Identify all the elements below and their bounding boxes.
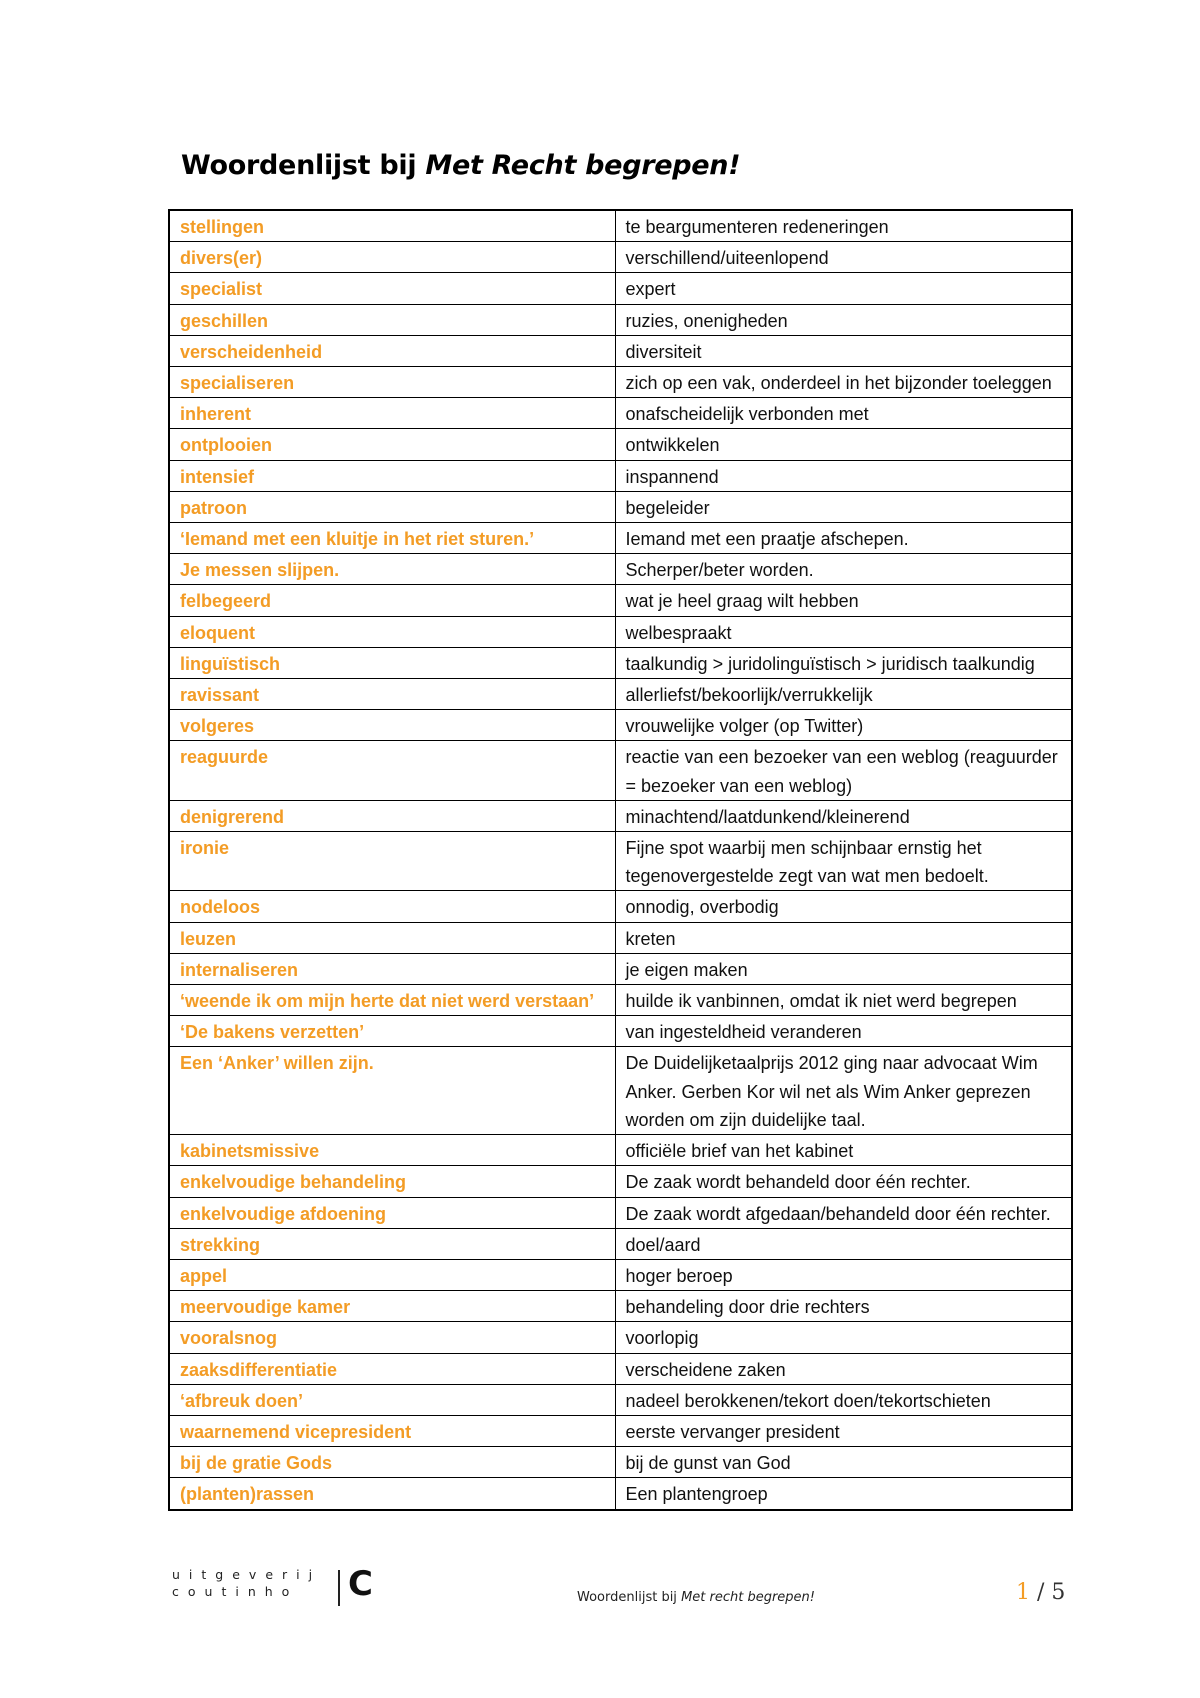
title-prefix: Woordenlijst bij <box>181 150 426 181</box>
page-current: 1 <box>1016 1580 1030 1605</box>
glossary-definition: onnodig, overbodig <box>615 891 1072 922</box>
glossary-term: Een ‘Anker’ willen zijn. <box>169 1047 615 1135</box>
glossary-row <box>169 554 1072 585</box>
glossary-term: enkelvoudige behandeling <box>169 1166 615 1197</box>
glossary-definition: eerste vervanger president <box>615 1415 1072 1446</box>
page-title <box>181 150 740 181</box>
publisher-logo <box>172 1564 373 1604</box>
glossary-row <box>169 1228 1072 1259</box>
glossary-term: appel <box>169 1259 615 1290</box>
glossary-term: ravissant <box>169 679 615 710</box>
glossary-definition: verschillend/uiteenlopend <box>615 242 1072 273</box>
glossary-term: ontplooien <box>169 429 615 460</box>
page-number <box>1016 1580 1065 1605</box>
glossary-row <box>169 1047 1072 1135</box>
glossary-definition: bij de gunst van God <box>615 1447 1072 1478</box>
glossary-term: eloquent <box>169 616 615 647</box>
glossary-term: vooralsnog <box>169 1322 615 1353</box>
glossary-row <box>169 304 1072 335</box>
glossary-definition: De Duidelijketaalprijs 2012 ging naar advocaat Wim Anker. Gerben Kor wil net als Wim Anker geprezen worden om zijn duidelijke taal. <box>615 1047 1072 1135</box>
glossary-row <box>169 679 1072 710</box>
glossary-term: volgeres <box>169 710 615 741</box>
glossary-term: meervoudige kamer <box>169 1291 615 1322</box>
glossary-row <box>169 367 1072 398</box>
glossary-row <box>169 523 1072 554</box>
glossary-term: strekking <box>169 1228 615 1259</box>
glossary-term: zaaksdifferentiatie <box>169 1353 615 1384</box>
glossary-definition: nadeel berokkenen/tekort doen/tekortschieten <box>615 1384 1072 1415</box>
glossary-row <box>169 429 1072 460</box>
glossary-definition: Scherper/beter worden. <box>615 554 1072 585</box>
glossary-row <box>169 1016 1072 1047</box>
glossary-definition: wat je heel graag wilt hebben <box>615 585 1072 616</box>
glossary-definition: voorlopig <box>615 1322 1072 1353</box>
glossary-term: ‘De bakens verzetten’ <box>169 1016 615 1047</box>
glossary-definition: officiële brief van het kabinet <box>615 1135 1072 1166</box>
glossary-term: inherent <box>169 398 615 429</box>
glossary-row <box>169 922 1072 953</box>
logo-mark: C <box>348 1564 373 1604</box>
glossary-row <box>169 242 1072 273</box>
glossary-term: denigrerend <box>169 800 615 831</box>
glossary-row <box>169 800 1072 831</box>
glossary-term: bij de gratie Gods <box>169 1447 615 1478</box>
glossary-definition: reactie van een bezoeker van een weblog (reaguurder = bezoeker van een weblog) <box>615 741 1072 800</box>
glossary-definition: inspannend <box>615 460 1072 491</box>
glossary-definition: te beargumenteren redeneringen <box>615 210 1072 242</box>
glossary-body <box>169 210 1072 1510</box>
glossary-definition: taalkundig > juridolinguïstisch > juridisch taalkundig <box>615 647 1072 678</box>
glossary-row <box>169 491 1072 522</box>
glossary-row <box>169 891 1072 922</box>
glossary-row <box>169 1415 1072 1446</box>
glossary-definition: van ingesteldheid veranderen <box>615 1016 1072 1047</box>
glossary-row <box>169 1259 1072 1290</box>
glossary-term: patroon <box>169 491 615 522</box>
glossary-definition: je eigen maken <box>615 953 1072 984</box>
glossary-row <box>169 273 1072 304</box>
glossary-definition: De zaak wordt afgedaan/behandeld door één rechter. <box>615 1197 1072 1228</box>
glossary-definition: begeleider <box>615 491 1072 522</box>
footer-title-prefix: Woordenlijst bij <box>577 1590 682 1605</box>
glossary-term: ‘weende ik om mijn herte dat niet werd verstaan’ <box>169 985 615 1016</box>
glossary-row <box>169 1478 1072 1510</box>
glossary-definition: Een plantengroep <box>615 1478 1072 1510</box>
glossary-row <box>169 1384 1072 1415</box>
glossary-term: enkelvoudige afdoening <box>169 1197 615 1228</box>
glossary-term: ‘Iemand met een kluitje in het riet sturen.’ <box>169 523 615 554</box>
glossary-row <box>169 953 1072 984</box>
glossary-term: (planten)rassen <box>169 1478 615 1510</box>
glossary-term: specialist <box>169 273 615 304</box>
glossary-row <box>169 741 1072 800</box>
glossary-definition: diversiteit <box>615 335 1072 366</box>
glossary-row <box>169 1322 1072 1353</box>
glossary-term: ironie <box>169 832 615 891</box>
glossary-row <box>169 335 1072 366</box>
glossary-row <box>169 1135 1072 1166</box>
glossary-row <box>169 1353 1072 1384</box>
glossary-row <box>169 985 1072 1016</box>
glossary-table <box>168 209 1073 1511</box>
glossary-row <box>169 832 1072 891</box>
glossary-definition: ontwikkelen <box>615 429 1072 460</box>
glossary-term: nodeloos <box>169 891 615 922</box>
glossary-row <box>169 616 1072 647</box>
glossary-definition: expert <box>615 273 1072 304</box>
glossary-definition: vrouwelijke volger (op Twitter) <box>615 710 1072 741</box>
glossary-term: internaliseren <box>169 953 615 984</box>
glossary-definition: De zaak wordt behandeld door één rechter. <box>615 1166 1072 1197</box>
glossary-term: ‘afbreuk doen’ <box>169 1384 615 1415</box>
glossary-term: verscheidenheid <box>169 335 615 366</box>
page-total: 5 <box>1051 1580 1066 1605</box>
glossary-term: leuzen <box>169 922 615 953</box>
glossary-definition: Iemand met een praatje afschepen. <box>615 523 1072 554</box>
glossary-row <box>169 1447 1072 1478</box>
glossary-definition: huilde ik vanbinnen, omdat ik niet werd begrepen <box>615 985 1072 1016</box>
glossary-row <box>169 647 1072 678</box>
glossary-definition: ruzies, onenigheden <box>615 304 1072 335</box>
glossary-term: linguïstisch <box>169 647 615 678</box>
glossary-definition: kreten <box>615 922 1072 953</box>
glossary-term: divers(er) <box>169 242 615 273</box>
glossary-row <box>169 585 1072 616</box>
glossary-row <box>169 1291 1072 1322</box>
glossary-term: Je messen slijpen. <box>169 554 615 585</box>
glossary-definition: doel/aard <box>615 1228 1072 1259</box>
glossary-definition: hoger beroep <box>615 1259 1072 1290</box>
glossary-term: geschillen <box>169 304 615 335</box>
footer-title-book: Met recht begrepen! <box>681 1590 816 1605</box>
footer-title <box>577 1590 815 1605</box>
glossary-term: felbegeerd <box>169 585 615 616</box>
glossary-row <box>169 210 1072 242</box>
glossary-row <box>169 460 1072 491</box>
glossary-row <box>169 1166 1072 1197</box>
glossary-term: kabinetsmissive <box>169 1135 615 1166</box>
glossary-term: reaguurde <box>169 741 615 800</box>
logo-divider <box>338 1570 340 1606</box>
logo-line-2: coutinho <box>172 1584 299 1599</box>
page-separator: / <box>1030 1580 1052 1605</box>
glossary-definition: minachtend/laatdunkend/kleinerend <box>615 800 1072 831</box>
glossary-row <box>169 1197 1072 1228</box>
glossary-row <box>169 398 1072 429</box>
glossary-term: specialiseren <box>169 367 615 398</box>
glossary-definition: welbespraakt <box>615 616 1072 647</box>
glossary-term: intensief <box>169 460 615 491</box>
glossary-definition: verscheidene zaken <box>615 1353 1072 1384</box>
glossary-definition: Fijne spot waarbij men schijnbaar ernstig het tegenovergestelde zegt van wat men bedoelt. <box>615 832 1072 891</box>
glossary-row <box>169 710 1072 741</box>
glossary-term: waarnemend vicepresident <box>169 1415 615 1446</box>
glossary-definition: behandeling door drie rechters <box>615 1291 1072 1322</box>
glossary-definition: onafscheidelijk verbonden met <box>615 398 1072 429</box>
logo-line-1: uitgeverij <box>172 1567 322 1582</box>
glossary-definition: allerliefst/bekoorlijk/verrukkelijk <box>615 679 1072 710</box>
glossary-term: stellingen <box>169 210 615 242</box>
glossary-definition: zich op een vak, onderdeel in het bijzonder toeleggen <box>615 367 1072 398</box>
title-book-name: Met Recht begrepen! <box>425 150 741 181</box>
